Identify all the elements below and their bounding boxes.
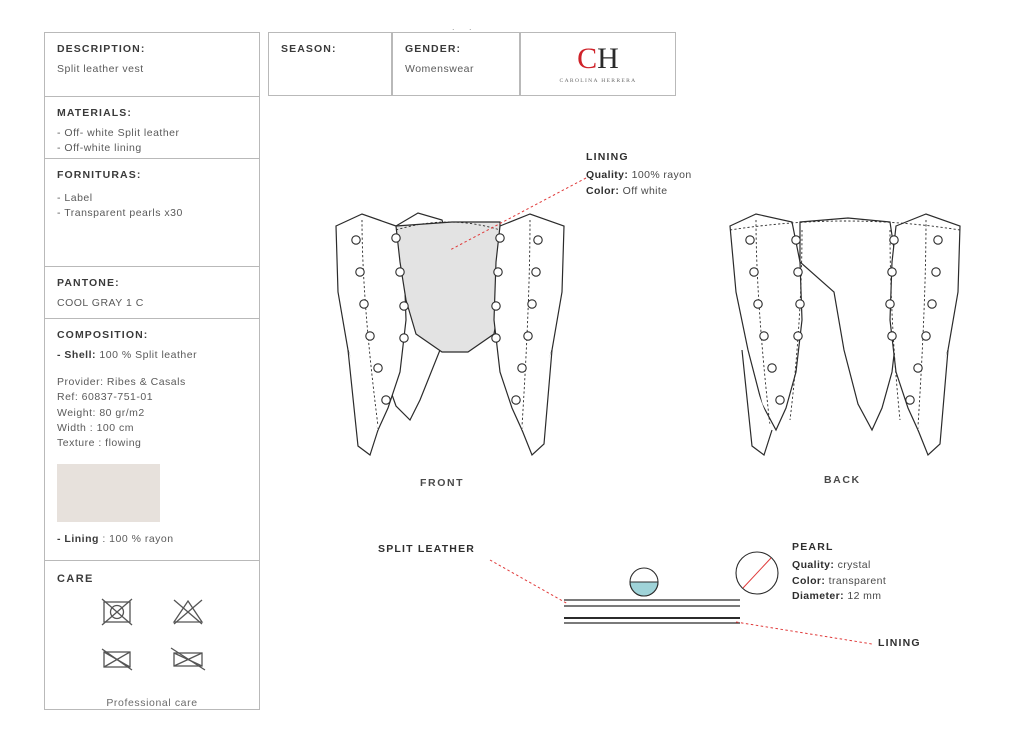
brand-monogram: CH (577, 42, 619, 75)
technical-drawing-canvas (300, 0, 1024, 724)
composition-label: COMPOSITION: (57, 329, 149, 341)
gender-label: GENDER: (405, 43, 462, 55)
lining-top-title: LINING (586, 151, 629, 163)
care-block (45, 561, 259, 709)
lining-top-quality-value: 100% rayon (628, 168, 692, 181)
pantone-block (45, 267, 259, 319)
composition-ref: Ref: 60837-751-01 (57, 391, 154, 404)
composition-shell-value: 100 % Split leather (96, 349, 198, 361)
no-bleach-icon (100, 597, 134, 632)
composition-texture: Texture : flowing (57, 437, 142, 450)
pearl-quality-key: Quality: (792, 558, 835, 571)
brand-name: CAROLINA HERRERA (559, 78, 637, 84)
pantone-value: COOL GRAY 1 C (57, 297, 144, 309)
pearl-title: PEARL (792, 541, 834, 553)
lining-top-quality-key: Quality: (586, 168, 629, 181)
composition-lining (57, 532, 247, 547)
no-iron-icon (169, 644, 207, 679)
no-tumble-dry-icon (171, 597, 205, 632)
fornituras-line-1: - Label (57, 192, 93, 204)
pearl-quality-value: crystal (834, 558, 871, 571)
composition-provider: Provider: Ribes & Casals (57, 376, 186, 389)
lining-top-color-value: Off white (619, 184, 668, 197)
pearl-annotation (792, 540, 886, 605)
description-value: Split leather vest (57, 63, 144, 75)
fabric-swatch (57, 464, 160, 522)
pearl-diameter-key: Diameter: (792, 590, 845, 603)
description-block (45, 33, 259, 97)
fornituras-block (45, 159, 259, 267)
front-view-drawing (336, 178, 586, 455)
composition-shell-key: - Shell: (57, 349, 97, 361)
composition-lining-key: - Lining (57, 533, 99, 546)
composition-width: Width : 100 cm (57, 421, 135, 434)
season-label: SEASON: (281, 43, 337, 55)
materials-line-1: - Off- white Split leather (57, 127, 180, 139)
lining-bottom-annotation: LINING (878, 637, 921, 649)
pearl-diameter-value: 12 mm (844, 590, 882, 603)
composition-block (45, 319, 259, 561)
composition-lining-value: : 100 % rayon (98, 533, 174, 546)
no-wring-icon (100, 644, 134, 679)
pantone-label: PANTONE: (57, 277, 120, 289)
care-caption: Professional care (106, 696, 198, 709)
materials-line-2: - Off-white lining (57, 142, 142, 155)
spec-sheet (44, 32, 260, 710)
registration-marks: . . (452, 22, 478, 32)
care-label: CARE (57, 572, 94, 585)
back-view-drawing (730, 214, 960, 455)
split-leather-annotation: SPLIT LEATHER (378, 543, 476, 555)
gender-value: Womenswear (405, 63, 474, 75)
fornituras-line-2: - Transparent pearls x30 (57, 207, 183, 220)
front-view-label: FRONT (420, 477, 465, 489)
back-view-label: BACK (824, 474, 861, 486)
composition-shell (57, 348, 247, 363)
description-label: DESCRIPTION: (57, 43, 146, 55)
materials-label: MATERIALS: (57, 107, 132, 119)
composition-weight: Weight: 80 gr/m2 (57, 406, 145, 419)
flat-sketch-svg (300, 0, 1024, 724)
lining-top-annotation (586, 150, 692, 199)
pearl-color-value: transparent (825, 574, 887, 587)
lining-top-color-key: Color: (586, 184, 620, 197)
materials-block (45, 97, 259, 159)
care-icon-grid (57, 597, 247, 679)
fornituras-label: FORNITURAS: (57, 169, 142, 181)
pearl-color-key: Color: (792, 574, 826, 587)
